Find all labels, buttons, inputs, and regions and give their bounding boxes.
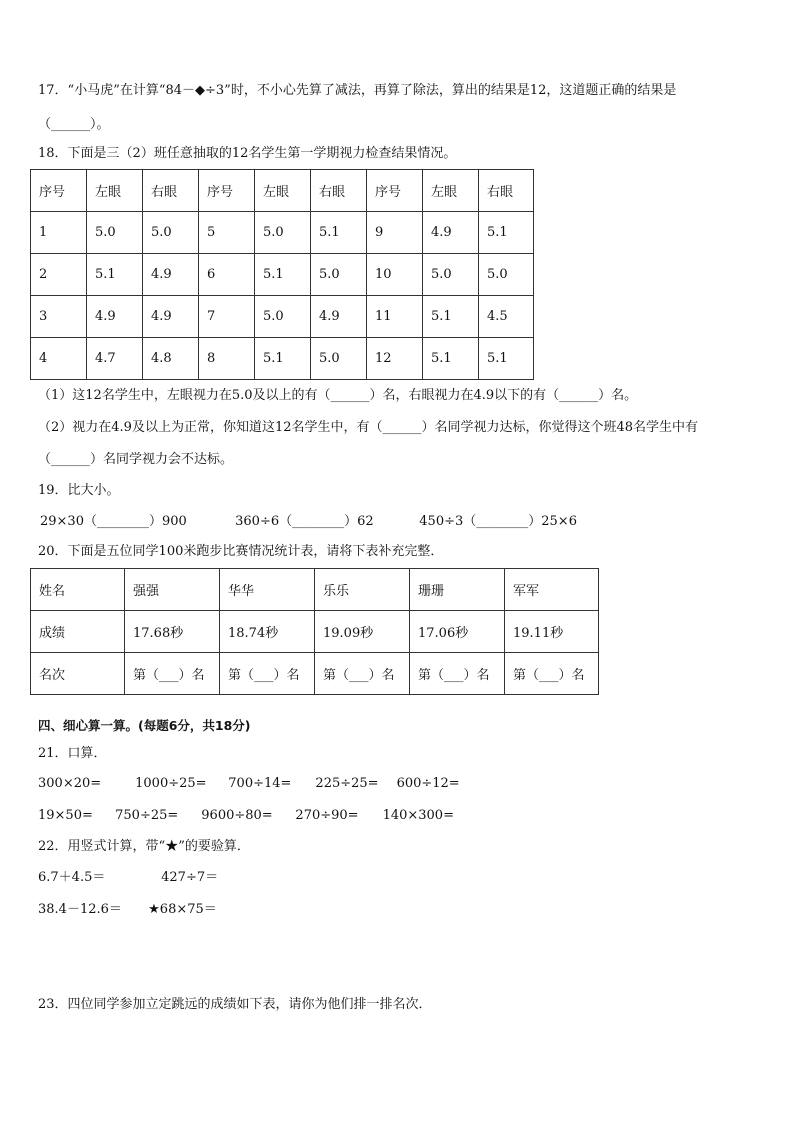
table-row [31,653,599,695]
q21-row1 [38,775,460,793]
table-cell: 9 [367,212,423,254]
table-header-row [31,569,599,611]
header-cell: 左眼 [255,170,311,212]
table-cell: 2 [31,254,87,296]
vertical-calc-item: 6.7＋4.5＝ [38,870,106,885]
vertical-calc-item: ★68×75＝ [148,902,217,917]
q19-items [40,513,577,531]
table-cell: 7 [199,296,255,338]
header-cell: 华华 [220,569,315,611]
table-cell: 5.1 [479,338,534,380]
table-cell: 4.8 [143,338,199,380]
header-cell: 序号 [199,170,255,212]
table-cell: 第（___）名 [220,653,315,695]
table-row [31,611,599,653]
table-cell: 3 [31,296,87,338]
table-cell: 5.1 [255,254,311,296]
header-cell: 军军 [505,569,599,611]
q23-title: 23．四位同学参加立定跳远的成绩如下表，请你为他们排一排名次． [38,997,432,1012]
oral-item: 700÷14= [228,776,292,791]
table-cell: 5.0 [479,254,534,296]
q22-row2 [38,901,217,919]
table-cell: 5.1 [423,338,479,380]
oral-item: 225÷25= [315,776,379,791]
oral-item: 19×50= [38,808,93,823]
table-cell: 5.0 [87,212,143,254]
table-cell: 4.9 [143,296,199,338]
header-cell: 姓名 [31,569,125,611]
vision-table [30,169,534,380]
table-cell: 5.0 [255,296,311,338]
table-cell: 5.0 [143,212,199,254]
oral-item: 9600÷80= [201,808,273,823]
q22-title: 22．用竖式计算，带“★”的要验算． [38,839,250,854]
table-cell: 5.0 [311,254,367,296]
q18-sub1: （1）这12名学生中，左眼视力在5.0及以上的有（______）名，右眼视力在4.9以下的有（______）名。 [38,388,638,403]
q17-answer-blank: （______）。 [38,117,110,132]
table-row [31,338,534,380]
table-cell: 4.9 [87,296,143,338]
header-cell: 强强 [125,569,220,611]
table-cell: 4.5 [479,296,534,338]
table-cell: 5.1 [311,212,367,254]
q20-intro: 20．下面是五位同学100米跑步比赛情况统计表，请将下表补充完整． [38,544,444,559]
oral-item: 140×300= [382,808,454,823]
table-cell: 8 [199,338,255,380]
table-cell: 5.0 [311,338,367,380]
oral-item: 270÷90= [295,808,359,823]
q17-line1: 17．“小马虎”在计算“84－◆÷3”时，不小心先算了减法，再算了除法，算出的结果是12，这道题正确的结果是 [38,83,677,98]
table-row [31,296,534,338]
table-cell: 4.9 [143,254,199,296]
table-cell: 5.0 [423,254,479,296]
q18-intro: 18．下面是三（2）班任意抽取的12名学生第一学期视力检查结果情况。 [38,146,457,161]
header-cell: 乐乐 [315,569,410,611]
compare-item: 360÷6（________）62 [235,514,374,529]
table-cell: 5 [199,212,255,254]
oral-item: 1000÷25= [135,776,207,791]
table-cell: 5.1 [87,254,143,296]
table-cell: 成绩 [31,611,125,653]
table-cell: 4.9 [311,296,367,338]
table-header-row [31,170,534,212]
table-cell: 17.06秒 [410,611,505,653]
q21-row2 [38,807,454,825]
table-cell: 第（___）名 [315,653,410,695]
table-row [31,254,534,296]
q22-row1 [38,869,218,887]
table-cell: 第（___）名 [410,653,505,695]
vertical-calc-item: 38.4－12.6＝ [38,902,122,917]
table-cell: 12 [367,338,423,380]
header-cell: 右眼 [143,170,199,212]
table-cell: 4.7 [87,338,143,380]
table-cell: 5.1 [255,338,311,380]
table-cell: 4.9 [423,212,479,254]
header-cell: 左眼 [87,170,143,212]
table-cell: 5.1 [479,212,534,254]
header-cell: 左眼 [423,170,479,212]
table-cell: 第（___）名 [125,653,220,695]
table-cell: 5.1 [423,296,479,338]
section-heading: 四、细心算一算。(每题6分，共18分) [38,718,251,733]
oral-item: 300×20= [38,776,102,791]
table-cell: 17.68秒 [125,611,220,653]
table-cell: 4 [31,338,87,380]
table-cell: 19.09秒 [315,611,410,653]
table-cell: 6 [199,254,255,296]
table-cell: 5.0 [255,212,311,254]
header-cell: 序号 [367,170,423,212]
q21-title: 21．口算． [38,746,107,761]
header-cell: 右眼 [479,170,534,212]
table-cell: 19.11秒 [505,611,599,653]
race-table [30,568,599,695]
vertical-calc-item: 427÷7＝ [161,870,219,885]
compare-item: 29×30（________）900 [40,514,187,529]
table-cell: 第（___）名 [505,653,599,695]
table-cell: 11 [367,296,423,338]
q18-sub2-line2: （______）名同学视力会不达标。 [38,452,234,467]
oral-item: 600÷12= [396,776,460,791]
header-cell: 珊珊 [410,569,505,611]
header-cell: 序号 [31,170,87,212]
table-cell: 10 [367,254,423,296]
table-row [31,212,534,254]
header-cell: 右眼 [311,170,367,212]
q19-title: 19．比大小。 [38,483,120,498]
table-cell: 1 [31,212,87,254]
oral-item: 750÷25= [115,808,179,823]
table-cell: 18.74秒 [220,611,315,653]
q18-sub2-line1: （2）视力在4.9及以上为正常，你知道这12名学生中，有（______）名同学视力达标，你觉得这个班48名学生中有 [38,420,699,435]
table-cell: 名次 [31,653,125,695]
compare-item: 450÷3（________）25×6 [419,514,577,529]
